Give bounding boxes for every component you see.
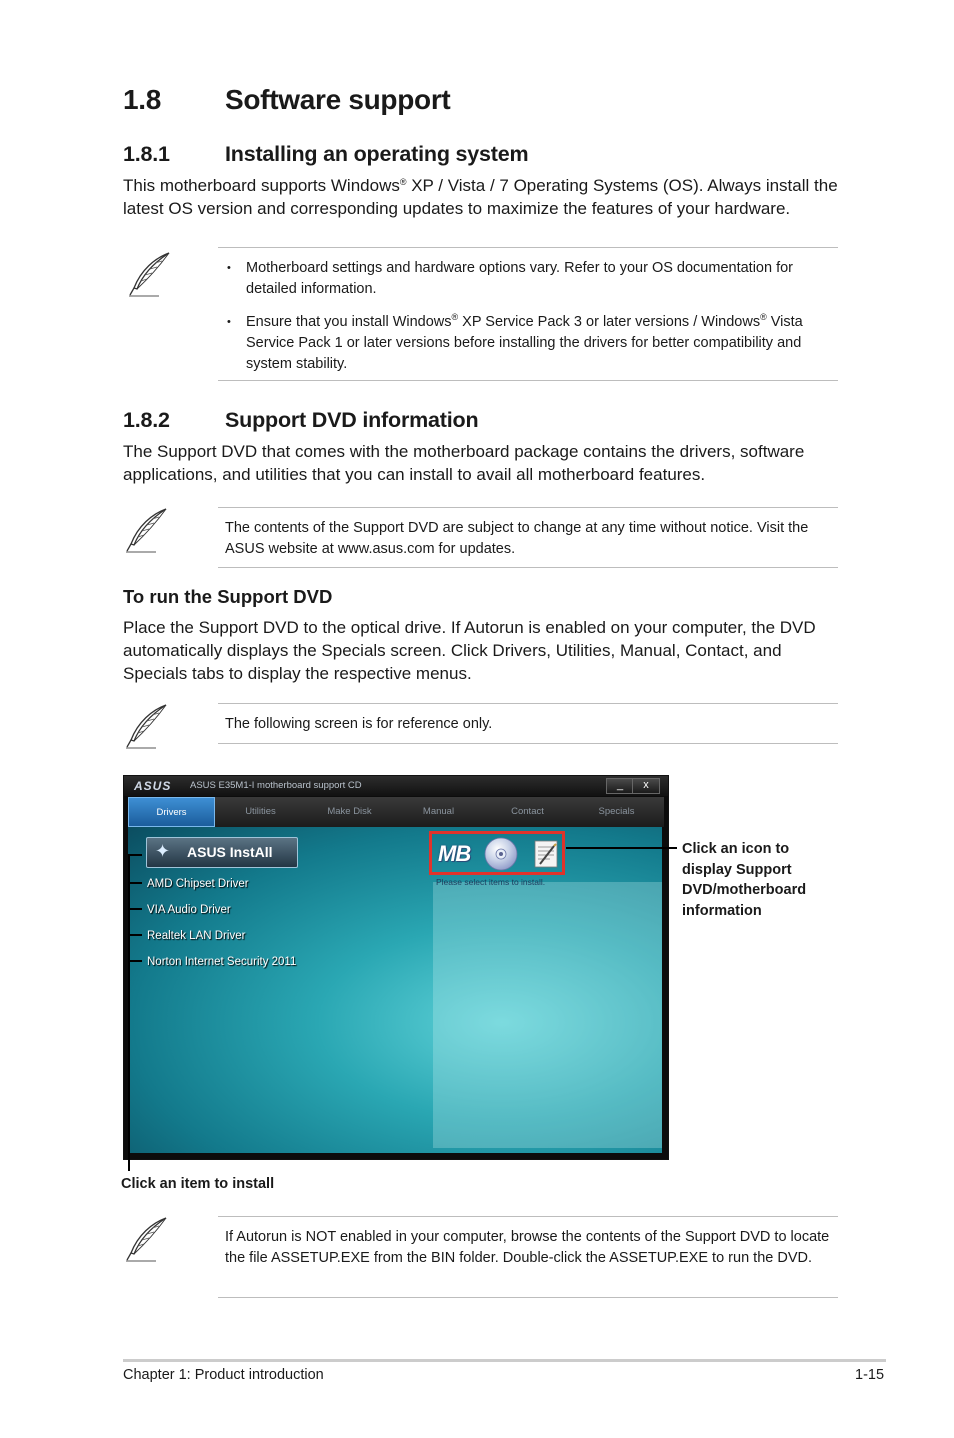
tab-contact[interactable]: Contact: [511, 806, 544, 817]
section-title-text: Software support: [225, 84, 451, 115]
os-paragraph-b: XP / Vista / 7 Operating Systems (OS). Always install the latest OS version and corresponding updates to maximize the features of your hardware.: [123, 176, 838, 218]
os-note-item-text: Motherboard settings and hardware options vary. Refer to your OS documentation for detailed information.: [246, 260, 793, 297]
quill-note-icon: [125, 250, 173, 298]
quill-note-icon: [122, 506, 170, 554]
tab-utilities[interactable]: Utilities: [245, 806, 276, 817]
footer-chapter: Chapter 1: Product introduction: [123, 1367, 324, 1383]
item-tick: [128, 908, 142, 910]
item-tick: [128, 934, 142, 936]
asus-install-label: ASUS InstAll: [187, 844, 273, 860]
tab-make-disk[interactable]: Make Disk: [327, 806, 372, 817]
footer-page-number: 1-15: [855, 1367, 885, 1383]
asus-logo: ASUS: [134, 779, 172, 793]
dvd-paragraph: The Support DVD that comes with the motherboard package contains the drivers, software applications, and utilities that you can install to avail all motherboard features.: [123, 442, 805, 484]
os-note-item-text-b: XP Service Pack 3 or later versions / Windows: [458, 314, 761, 330]
item-callout-text: Click an item to install: [121, 1176, 275, 1192]
item-tick: [128, 854, 142, 856]
quill-note-icon: [122, 1215, 170, 1263]
subsection-181-title-text: Installing an operating system: [225, 142, 529, 166]
window-titlebar: [124, 776, 668, 796]
tab-manual[interactable]: Manual: [422, 806, 455, 817]
run-dvd-heading: To run the Support DVD: [123, 586, 333, 607]
tab-specials[interactable]: Specials: [598, 806, 635, 817]
subsection-181-title: [123, 142, 528, 167]
icon-callout-text: Click an icon to display Support DVD/motherboard information: [682, 841, 807, 919]
tab-drivers[interactable]: Drivers: [128, 797, 215, 827]
subsection-182-number: 1.8.2: [123, 408, 170, 432]
footer-rule: [123, 1359, 886, 1362]
reference-note-box: [218, 703, 838, 744]
run-dvd-paragraph: Place the Support DVD to the optical drive. If Autorun is enabled on your computer, the DVD automatically displays the Specials screen. Click Drivers, Utilities, Manual, Contact, and Specials tabs to display the respective menus.: [123, 618, 816, 683]
driver-item-realtek-lan[interactable]: Realtek LAN Driver: [147, 930, 246, 942]
os-note-list: [218, 258, 838, 375]
dvd-note-text: The contents of the Support DVD are subject to change at any time without notice. Visit the ASUS website at www.asus.com for updates.: [225, 520, 809, 557]
highlight-box: [429, 831, 565, 875]
info-pane: [433, 882, 662, 1148]
drivers-panel: [128, 827, 662, 1153]
section-number: 1.8: [123, 84, 162, 115]
os-paragraph: [123, 174, 843, 220]
section-title: [123, 84, 450, 116]
select-items-message: Please select items to install.: [436, 877, 546, 887]
window-title: ASUS E35M1-I motherboard support CD: [190, 780, 362, 791]
autorun-note-text: If Autorun is NOT enabled in your computer, browse the contents of the Support DVD to locate the file ASSETUP.EXE from the BIN folder. Double-click the ASSETUP.EXE to run the DVD.: [225, 1229, 830, 1266]
autorun-note-box: [218, 1216, 838, 1298]
os-note-item-text-c: Vista Service Pack 1 or later versions before installing the drivers for better compatibility and system stability.: [246, 314, 803, 372]
tab-bar: [128, 797, 664, 827]
close-button[interactable]: x: [632, 778, 660, 794]
driver-item-norton[interactable]: Norton Internet Security 2011: [147, 956, 297, 968]
dvd-note-box: [218, 507, 838, 568]
motherboard-info-icon[interactable]: MB: [438, 841, 471, 866]
item-tick: [128, 882, 142, 884]
asus-install-button[interactable]: [146, 837, 298, 868]
support-dvd-screenshot: [123, 775, 669, 1160]
os-note-item: [218, 312, 838, 375]
driver-item-via-audio[interactable]: VIA Audio Driver: [147, 904, 231, 916]
driver-item-amd-chipset[interactable]: AMD Chipset Driver: [147, 878, 249, 890]
os-paragraph-a: This motherboard supports Windows: [123, 176, 400, 195]
registered-mark: ®: [760, 312, 767, 322]
quill-note-icon: [122, 702, 170, 750]
cursor-star-icon: ✦: [155, 841, 171, 861]
subsection-181-number: 1.8.1: [123, 142, 170, 166]
os-note-box: [218, 247, 838, 381]
subsection-182-title: [123, 408, 478, 433]
reference-note-text: The following screen is for reference only.: [225, 716, 493, 732]
subsection-182-title-text: Support DVD information: [225, 408, 479, 432]
registered-mark: ®: [399, 177, 407, 187]
registered-mark: ®: [451, 312, 459, 322]
os-note-item: [218, 258, 838, 300]
minimize-button[interactable]: _: [606, 778, 634, 794]
item-bracket-line: [128, 854, 130, 1171]
icon-callout-line: [566, 847, 677, 849]
os-note-item-text-a: Ensure that you install Windows: [246, 314, 452, 330]
item-tick: [128, 960, 142, 962]
